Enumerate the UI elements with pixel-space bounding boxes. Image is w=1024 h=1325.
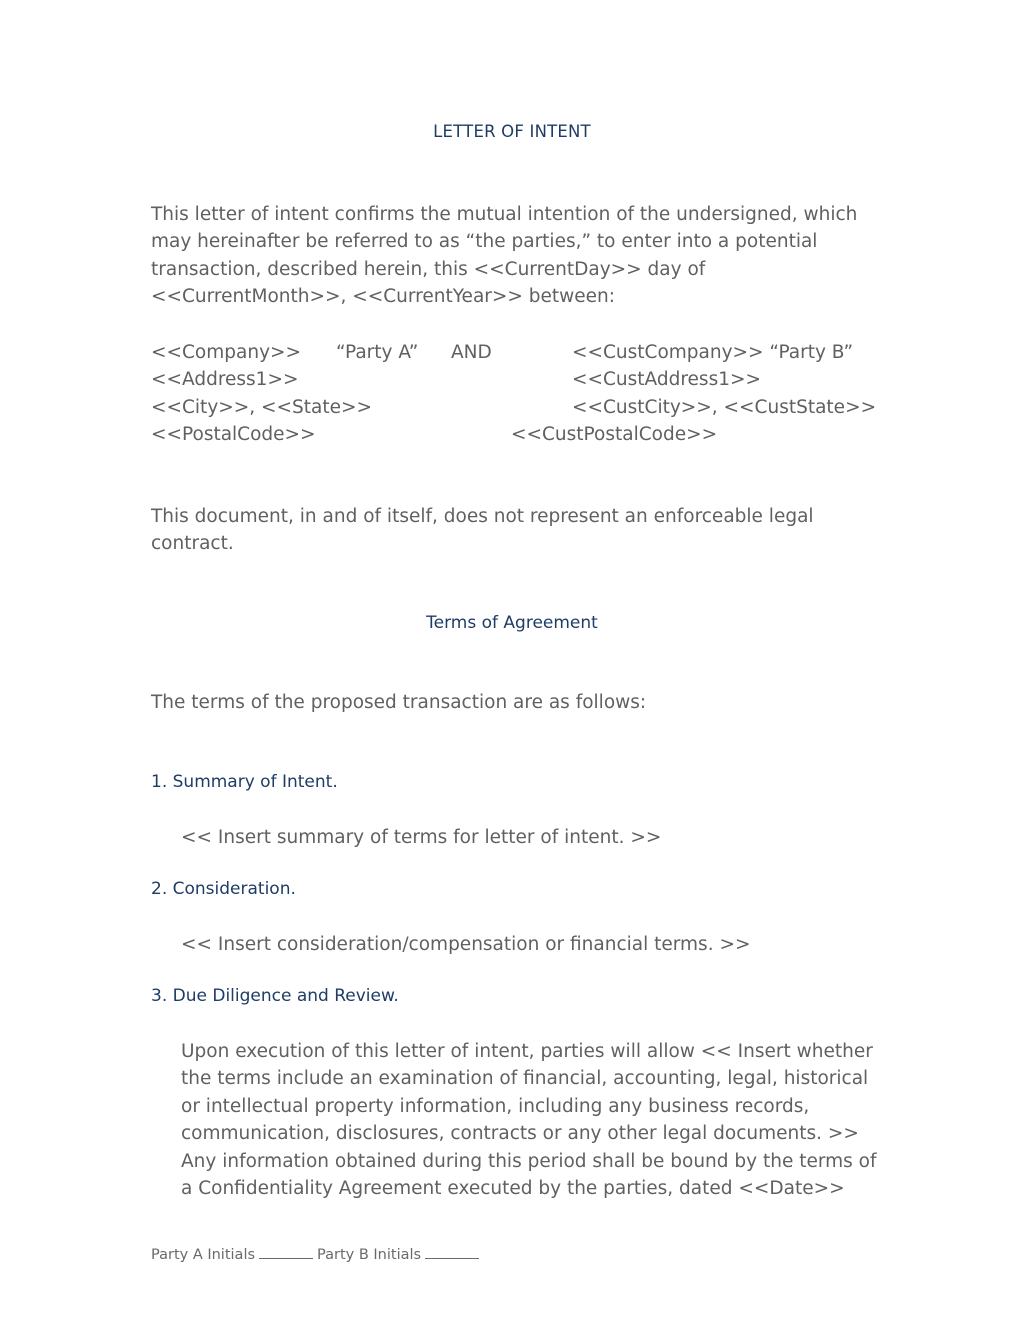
clause-title-summary: 1. Summary of Intent. xyxy=(151,772,338,792)
party-a-address: <<Address1>> xyxy=(151,369,299,390)
intro-paragraph: This letter of intent confirms the mutual intention of the undersigned, which may hereinafter be referred to as “the parties,” to enter into a potential transaction, described herein, this <<CurrentDay>> day of <<CurrentMonth>>, <<CurrentYear>> between: xyxy=(151,204,858,308)
party-b-postal: <<CustPostalCode>> xyxy=(511,424,718,445)
party-b-city-state: <<CustCity>>, <<CustState>> xyxy=(572,397,877,418)
clause-title-due-diligence: 3. Due Diligence and Review. xyxy=(151,986,399,1006)
initials-footer xyxy=(151,1245,483,1263)
terms-heading: Terms of Agreement xyxy=(426,613,598,633)
party-a-company: <<Company>> xyxy=(151,342,302,363)
document-title: LETTER OF INTENT xyxy=(433,122,591,141)
party-b-address: <<CustAddress1>> xyxy=(572,369,761,390)
party-a-postal: <<PostalCode>> xyxy=(151,424,316,445)
party-a-initials-label: Party A Initials xyxy=(151,1247,256,1263)
party-a-city-state: <<City>>, <<State>> xyxy=(151,397,372,418)
disclaimer-paragraph: This document, in and of itself, does not represent an enforceable legal contract. xyxy=(151,506,814,555)
clause-body-summary: << Insert summary of terms for letter of intent. >> xyxy=(181,827,662,848)
terms-intro: The terms of the proposed transaction are as follows: xyxy=(151,692,647,713)
party-a-initials-line[interactable] xyxy=(259,1245,313,1259)
clause-title-consideration: 2. Consideration. xyxy=(151,879,296,899)
clause-body-due-diligence: Upon execution of this letter of intent, parties will allow << Insert whether the terms include an examination of financial, accounting, legal, historical or intellectual property information, including any business records, communication, disclosures, contracts or any other legal documents. >> Any information obtained during this period shall be bound by the terms of a Confidentiality Agreement executed by the parties, dated <<Date>> xyxy=(181,1041,877,1200)
party-b-company-label: <<CustCompany>> “Party B” xyxy=(572,342,854,363)
and-label: AND xyxy=(451,342,492,363)
party-b-initials-line[interactable] xyxy=(425,1245,479,1259)
party-block xyxy=(151,339,881,451)
party-b-initials-label: Party B Initials xyxy=(317,1247,422,1263)
party-a-label: “Party A” xyxy=(336,342,419,363)
clause-body-consideration: << Insert consideration/compensation or financial terms. >> xyxy=(181,934,751,955)
